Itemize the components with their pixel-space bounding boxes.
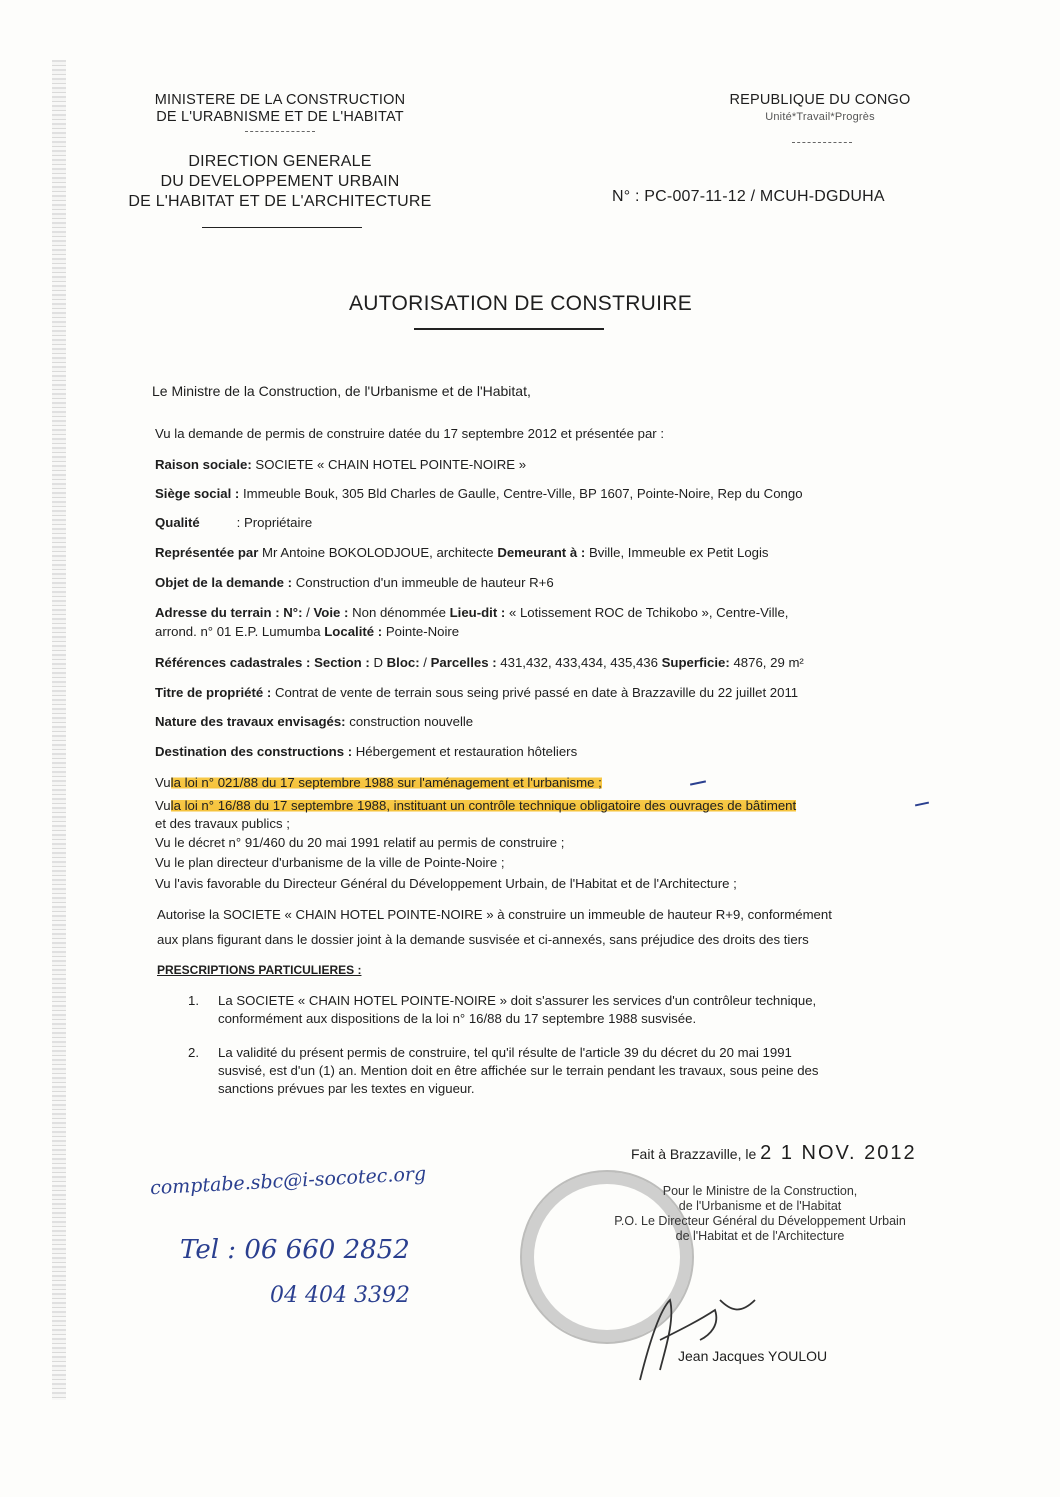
signatory-name: Jean Jacques YOULOU	[678, 1348, 828, 1364]
intro-line: Le Ministre de la Construction, de l'Urbanisme et de l'Habitat,	[152, 383, 531, 399]
request-line: Vu la demande de permis de construire datée du 17 septembre 2012 et présentée par :	[155, 426, 665, 441]
adresse-no-label: N°:	[283, 605, 303, 620]
country-motto: Unité*Travail*Progrès	[765, 111, 875, 123]
adresse-voie-label: Voie :	[313, 605, 349, 620]
prescription-2-line-2: susvisé, est d'un (1) an. Mention doit en être affichée sur le terrain pendant les travaux, sous peine des	[218, 1063, 819, 1078]
adresse-terrain-cont	[155, 624, 459, 640]
signature-line-1: Pour le Ministre de la Construction,	[662, 1184, 858, 1198]
prescription-1-line-1: La SOCIETE « CHAIN HOTEL POINTE-NOIRE » doit s'assurer les services d'un contrôleur technique,	[218, 993, 817, 1008]
ref-bloc-label: Bloc:	[386, 655, 420, 670]
nature-label: Nature des travaux envisagés:	[155, 714, 346, 729]
adresse-lieu-label: Lieu-dit :	[449, 605, 506, 620]
signature-line-2: de l'Urbanisme et de l'Habitat	[678, 1199, 842, 1213]
demeurant-label: Demeurant à :	[497, 545, 586, 560]
country-header	[700, 92, 940, 126]
titre-value: Contrat de vente de terrain sous seing privé passé en date à Brazzaville du 22 juillet 2011	[274, 685, 799, 700]
references-cadastrales	[155, 655, 804, 671]
handwritten-tel-1: 06 660 2852	[244, 1235, 410, 1265]
direction-rule	[202, 227, 362, 228]
handwritten-email: comptabe.sbc@i-socotec.org	[149, 1162, 427, 1200]
destination-label: Destination des constructions :	[155, 744, 353, 759]
handwritten-signature	[630, 1280, 770, 1390]
localite-label: Localité :	[324, 624, 383, 639]
prescriptions-title: PRESCRIPTIONS PARTICULIERES :	[157, 963, 362, 977]
adresse-no-value: /	[306, 605, 310, 620]
ref-parcelles: 431,432, 433,434, 435,436	[500, 655, 658, 670]
destination-value: Hébergement et restauration hôteliers	[355, 744, 578, 759]
vu-plan: Vu le plan directeur d'urbanisme de la ville de Pointe-Noire ;	[155, 855, 505, 870]
place-date-prefix: Fait à Brazzaville, le	[631, 1146, 757, 1162]
ref-superficie-label: Superficie:	[661, 655, 730, 670]
ref-bloc: /	[423, 655, 427, 670]
ref-section: D	[373, 655, 383, 670]
direction-line-3: DE L'HABITAT ET DE L'ARCHITECTURE	[128, 193, 432, 210]
vu-avis: Vu l'avis favorable du Directeur Général du Développement Urbain, de l'Habitat et de l'Architecture ;	[155, 876, 737, 891]
adresse-terrain	[155, 605, 788, 621]
adresse-line2: arrond. n° 01 E.P. Lumumba	[155, 624, 321, 639]
localite-value: Pointe-Noire	[385, 624, 460, 639]
titre-label: Titre de propriété :	[155, 685, 272, 700]
ref-label: Références cadastrales : Section :	[155, 655, 370, 670]
representee	[155, 545, 769, 561]
pen-tick-2	[915, 802, 929, 807]
prescription-1-line-2: conformément aux dispositions de la loi n° 16/88 du 17 septembre 1988 susvisée.	[218, 1011, 697, 1026]
authorization-line-2: aux plans figurant dans le dossier joint à la demande susvisée et ci-annexés, sans préjudice des droits des tiers	[157, 932, 809, 947]
raison-label: Raison sociale:	[155, 457, 252, 472]
vu-law-2-text: la loi n° 16/88 du 17 septembre 1988, instituant un contrôle technique obligatoire des ouvrages de bâtiment	[170, 798, 797, 813]
nature-travaux	[155, 714, 473, 730]
authorization-line-1: Autorise la SOCIETE « CHAIN HOTEL POINTE-NOIRE » à construire un immeuble de hauteur R+9, conformément	[157, 907, 832, 922]
title-underline	[414, 328, 604, 330]
objet-label: Objet de la demande :	[155, 575, 293, 590]
demeurant-value: Bville, Immeuble ex Petit Logis	[588, 545, 769, 560]
pen-tick-1	[690, 780, 706, 785]
vu-law-2-prefix: Vu	[155, 798, 171, 813]
objet-demande	[155, 575, 554, 591]
place-date	[631, 1142, 917, 1164]
prescription-1-num: 1.	[188, 993, 199, 1008]
prescription-2-num: 2.	[188, 1045, 199, 1060]
motto-divider	[792, 142, 852, 143]
destination-constructions	[155, 744, 577, 760]
siege-social	[155, 486, 803, 502]
qualite-label: Qualité	[155, 515, 200, 530]
ministry-header	[130, 92, 430, 126]
siege-value: Immeuble Bouk, 305 Bld Charles de Gaulle, Centre-Ville, BP 1607, Pointe-Noire, Rep du Congo	[242, 486, 803, 501]
signature-authority	[600, 1184, 920, 1244]
vu-law-1-prefix: Vu	[155, 775, 171, 790]
raison-value: SOCIETE « CHAIN HOTEL POINTE-NOIRE »	[255, 457, 527, 472]
raison-sociale	[155, 457, 526, 473]
header-divider	[245, 131, 315, 132]
objet-value: Construction d'un immeuble de hauteur R+6	[295, 575, 554, 590]
qualite-value: : Propriétaire	[236, 515, 313, 530]
vu-law-2-cont: et des travaux publics ;	[155, 816, 290, 831]
reference-number: N° : PC-007-11-12 / MCUH-DGDUHA	[612, 188, 885, 205]
vu-law-2	[155, 798, 796, 814]
signature-line-3: P.O. Le Directeur Général du Développement Urbain	[614, 1214, 906, 1228]
ministry-line-2: DE L'URABNISME ET DE L'HABITAT	[156, 109, 404, 125]
signature-date: 2 1 NOV. 2012	[760, 1142, 917, 1164]
siege-label: Siège social :	[155, 486, 240, 501]
direction-header	[110, 152, 450, 212]
document-title: AUTORISATION DE CONSTRUIRE	[349, 292, 693, 315]
handwritten-tel	[180, 1235, 410, 1265]
ministry-line-1: MINISTERE DE LA CONSTRUCTION	[154, 92, 406, 108]
handwritten-tel-label: Tel :	[180, 1235, 237, 1265]
nature-value: construction nouvelle	[349, 714, 474, 729]
vu-law-1-text: la loi n° 021/88 du 17 septembre 1988 sur l'aménagement et l'urbanisme ;	[170, 775, 602, 790]
representee-value: Mr Antoine BOKOLODJOUE, architecte	[262, 545, 494, 560]
vu-decree: Vu le décret n° 91/460 du 20 mai 1991 relatif au permis de construire ;	[155, 835, 565, 850]
handwritten-tel-2: 04 404 3392	[270, 1283, 410, 1308]
representee-label: Représentée par	[155, 545, 259, 560]
ref-parcelles-label: Parcelles :	[430, 655, 497, 670]
vu-law-1	[155, 775, 602, 791]
adresse-voie-value: Non dénommée	[352, 605, 446, 620]
scan-edge	[52, 60, 66, 1400]
direction-line-1: DIRECTION GENERALE	[188, 153, 372, 170]
direction-line-2: DU DEVELOPPEMENT URBAIN	[160, 173, 400, 190]
titre-propriete	[155, 685, 798, 701]
ref-superficie: 4876, 29 m²	[733, 655, 804, 670]
prescription-2-line-3: sanctions prévues par les textes en vigueur.	[218, 1081, 475, 1096]
prescription-2-line-1: La validité du présent permis de construire, tel qu'il résulte de l'article 39 du décret du 20 mai 1991	[218, 1045, 792, 1060]
qualite	[155, 515, 312, 531]
adresse-label: Adresse du terrain :	[155, 605, 280, 620]
signature-line-4: de l'Habitat et de l'Architecture	[675, 1229, 845, 1243]
country-name: REPUBLIQUE DU CONGO	[729, 92, 911, 108]
adresse-lieu-value: « Lotissement ROC de Tchikobo », Centre-Ville,	[508, 605, 789, 620]
